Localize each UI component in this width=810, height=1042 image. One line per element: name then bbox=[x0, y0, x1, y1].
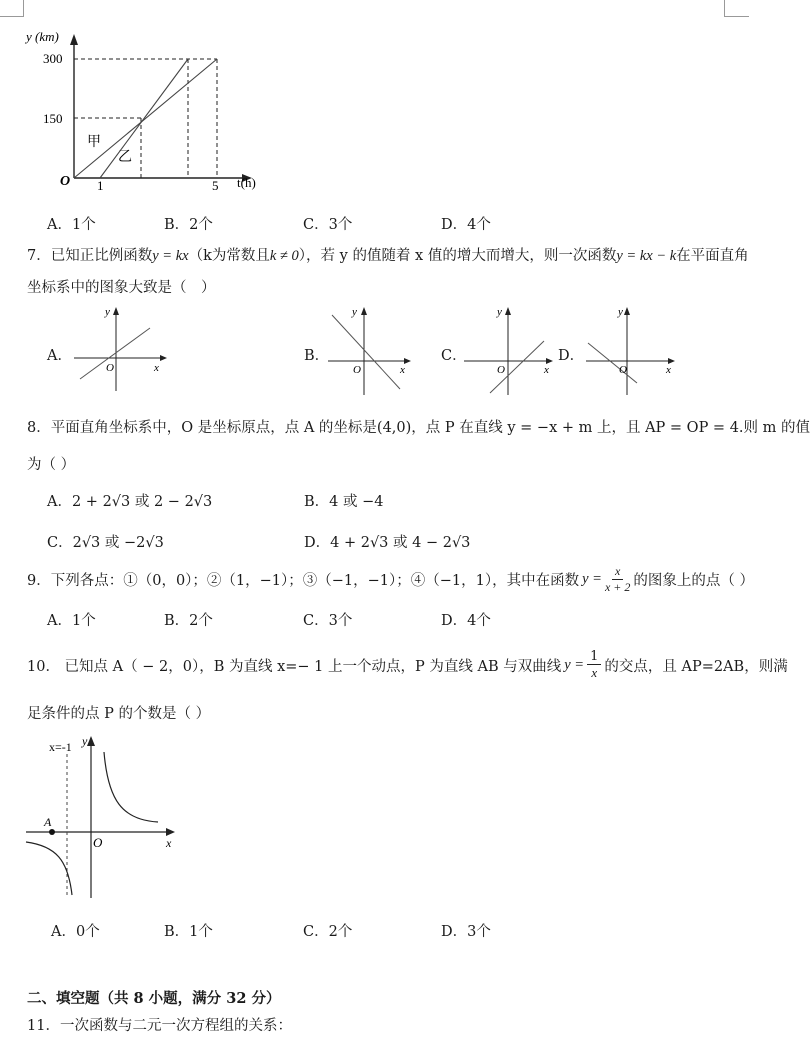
q10-function-lhs: y = bbox=[564, 656, 585, 673]
svg-text:O: O bbox=[353, 364, 361, 376]
q9-function-lhs: y = bbox=[582, 570, 602, 587]
distance-time-graph bbox=[20, 25, 270, 195]
q8-question: 8．平面直角坐标系中，O 是坐标原点，点 A 的坐标是(4,0)，点 P 在直线 y = −x + m 上，且 AP = OP = 4.则 m 的值 bbox=[27, 420, 810, 436]
q6-option-d: D．4个 bbox=[441, 217, 491, 233]
q6-option-b: B．2个 bbox=[164, 217, 213, 233]
q10-option-b: B．1个 bbox=[164, 924, 213, 940]
svg-text:O: O bbox=[106, 362, 114, 374]
q7-prefix: 7．已知正比例函数 bbox=[27, 248, 153, 264]
q10-option-c: C．2个 bbox=[303, 924, 353, 940]
q10-hyperbola-graph bbox=[22, 730, 187, 900]
q8-option-a: A．2 + 2√3 或 2 − 2√3 bbox=[47, 494, 213, 510]
q8-option-c: C．2√3 或 −2√3 bbox=[47, 535, 164, 551]
svg-text:O: O bbox=[619, 364, 627, 376]
q7-function-1: y = kx bbox=[152, 248, 189, 264]
svg-text:y: y bbox=[82, 734, 88, 748]
q10-option-d: D．3个 bbox=[441, 924, 491, 940]
q11-question: 11．一次函数与二元一次方程组的关系： bbox=[27, 1018, 292, 1034]
q10-denominator: x bbox=[591, 665, 598, 680]
q9-denominator: x + 2 bbox=[604, 579, 631, 594]
q9-numerator: x bbox=[612, 564, 623, 580]
svg-text:x=-1: x=-1 bbox=[49, 740, 72, 754]
q10-prefix: 10． 已知点 A（ − 2，0），B 为直线 x=− 1 上一个动点，P 为直线 AB 与双曲线 bbox=[27, 658, 562, 675]
q7-function-2: y = kx − k bbox=[616, 248, 677, 264]
q7-option-a-label: A． bbox=[47, 348, 72, 364]
q8-question-line2: 为（ ） bbox=[27, 457, 76, 473]
page-corner-mark-left bbox=[0, 0, 24, 17]
q9-suffix: 的图象上的点（ ） bbox=[633, 572, 755, 589]
page-corner-mark-right bbox=[724, 0, 749, 17]
q7-graph-c bbox=[460, 303, 560, 398]
q10-fraction bbox=[587, 649, 601, 681]
q10-question-line2: 足条件的点 P 的个数是（ ） bbox=[27, 706, 211, 722]
q7-suffix: 在平面直角 bbox=[676, 248, 749, 264]
x-axis-label: t(h) bbox=[237, 175, 256, 190]
svg-text:x: x bbox=[666, 364, 671, 376]
q10-question bbox=[27, 645, 788, 685]
svg-text:y: y bbox=[618, 306, 623, 318]
q9-option-a: A．1个 bbox=[47, 613, 96, 629]
q9-question bbox=[27, 561, 754, 597]
q7-mid-2: ），若 y 的值随着 x 值的增大而增大，则一次函数 bbox=[298, 248, 617, 264]
svg-text:x: x bbox=[166, 836, 172, 850]
y-tick-150: 150 bbox=[43, 111, 63, 126]
origin-label: O bbox=[60, 174, 71, 189]
q7-graph-b bbox=[322, 303, 422, 398]
section-2-title: 二、填空题（共 8 小题，满分 32 分） bbox=[27, 990, 281, 1007]
q6-option-a: A．1个 bbox=[47, 217, 96, 233]
q9-prefix: 9．下列各点：①（0，0）；②（1，−1）；③（−1，−1）；④（−1，1），其中在函数 bbox=[27, 572, 580, 589]
q7-option-c-label: C． bbox=[441, 348, 467, 364]
q10-option-a: A．0个 bbox=[51, 924, 100, 940]
x-tick-1: 1 bbox=[97, 178, 104, 193]
q10-suffix: 的交点，且 AP=2AB，则满 bbox=[604, 658, 788, 675]
q7-graph-d bbox=[582, 303, 682, 398]
q9-fraction bbox=[605, 564, 630, 595]
q8-option-b: B．4 或 −4 bbox=[304, 494, 384, 510]
svg-text:x: x bbox=[400, 364, 405, 376]
svg-text:x: x bbox=[154, 362, 159, 374]
line-label-jia: 甲 bbox=[87, 135, 101, 150]
svg-text:y: y bbox=[497, 306, 502, 318]
q7-mid-1: （k为常数且 bbox=[188, 248, 270, 264]
q9-option-c: C．3个 bbox=[303, 613, 353, 629]
svg-text:A: A bbox=[44, 815, 52, 829]
svg-text:y: y bbox=[105, 306, 110, 318]
q7-question bbox=[27, 244, 749, 265]
q7-option-d-label: D． bbox=[558, 348, 585, 364]
q7-option-b-label: B． bbox=[304, 348, 330, 364]
q7-graph-a bbox=[70, 303, 170, 393]
q7-condition: k ≠ 0 bbox=[269, 248, 299, 264]
q9-option-d: D．4个 bbox=[441, 613, 491, 629]
svg-text:O: O bbox=[497, 364, 505, 376]
y-tick-300: 300 bbox=[43, 51, 63, 66]
x-tick-5: 5 bbox=[212, 178, 219, 193]
line-label-yi: 乙 bbox=[118, 150, 132, 165]
svg-text:x: x bbox=[544, 364, 549, 376]
q10-numerator: 1 bbox=[587, 649, 601, 665]
q9-option-b: B．2个 bbox=[164, 613, 213, 629]
y-axis-label: y (km) bbox=[26, 29, 59, 44]
svg-text:y: y bbox=[352, 306, 357, 318]
q7-question-line2: 坐标系中的图象大致是（ ） bbox=[27, 280, 216, 296]
q8-option-d: D．4 + 2√3 或 4 − 2√3 bbox=[304, 535, 471, 551]
q6-option-c: C．3个 bbox=[303, 217, 353, 233]
svg-text:O: O bbox=[93, 835, 103, 850]
